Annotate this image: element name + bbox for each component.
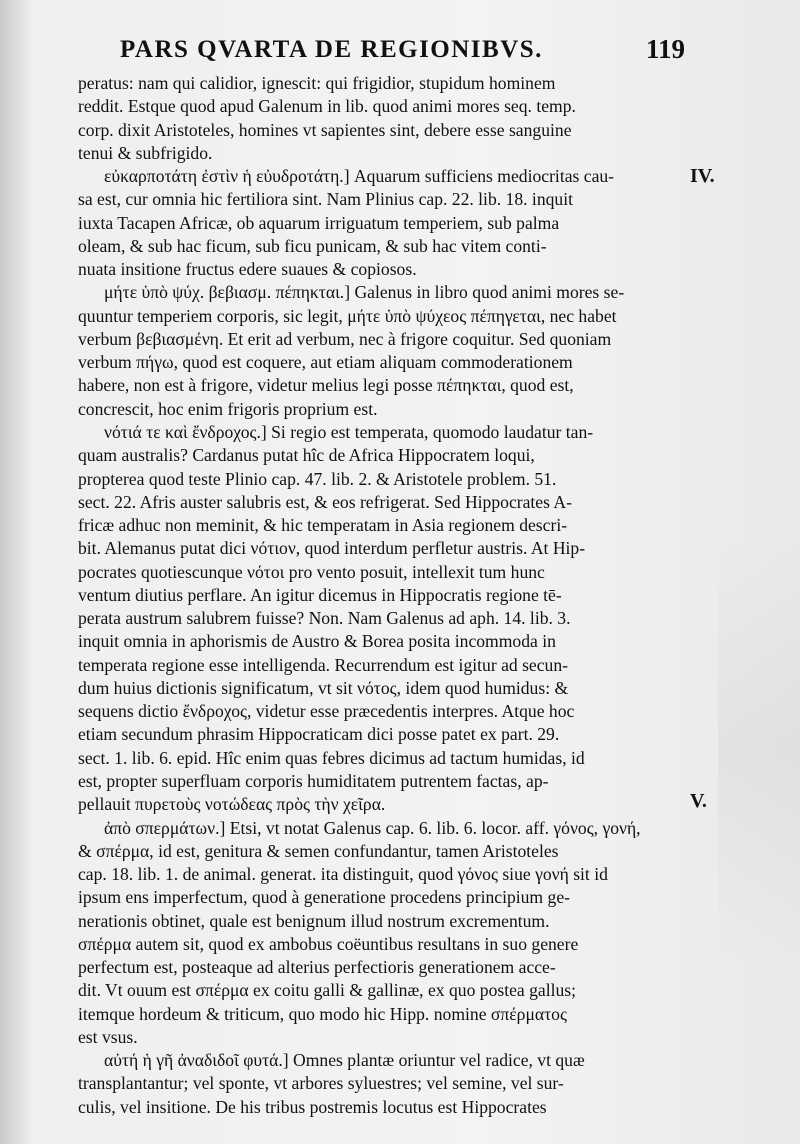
running-title: PARS QVARTA DE REGIONIBVS. [120, 36, 543, 63]
text-line: dit. Vt ouum est σπέρμα ex coitu galli & gallinæ, ex quo postea gallus; [78, 980, 577, 1001]
text-line: reddit. Estque quod apud Galenum in lib. quod animi mores seq. temp. [78, 96, 576, 117]
text-line: ipsum ens imperfectum, quod à generatione procedens principium ge- [78, 887, 570, 908]
text-line: habere, non est à frigore, videtur melius legi posse πέπηκται, quod est, [78, 375, 574, 396]
text-line: fricæ adhuc non meminit, & hic temperatam in Asia regionem descri- [78, 515, 568, 536]
text-line: iuxta Tacapen Africæ, ob aquarum irriguatum temperiem, sub palma [78, 212, 560, 233]
text-line: νότιά τε καὶ ἔνδροχος.] Si regio est temperata, quomodo laudatur tan- [104, 421, 594, 442]
text-line: est, propter superfluam corporis humiditatem putrentem factas, ap- [78, 770, 549, 791]
text-line: σπέρμα autem sit, quod ex ambobus coëuntibus resultans in suo genere [78, 933, 579, 954]
text-line: tenui & subfrigido. [78, 142, 213, 163]
text-line: nerationis obtinet, quale est benignum illud nostrum excrementum. [78, 910, 550, 931]
margin-note-section-v: V. [690, 790, 707, 812]
text-line: peratus: nam qui calidior, ignescit: qui frigidior, stupidum hominem [78, 73, 556, 93]
text-line: quam australis? Cardanus putat hîc de Africa Hippocratem loqui, [78, 445, 535, 466]
text-line: inquit omnia in aphorismis de Austro & Borea posita incommoda in [78, 631, 556, 652]
text-line: quuntur temperiem corporis, sic legit, μήτε ὑπὸ ψύχεος πέπηγεται, nec habet [78, 305, 617, 326]
text-line: cap. 18. lib. 1. de animal. generat. ita distinguit, quod γόνος siue γονή sit id [78, 864, 608, 885]
body-text [78, 72, 686, 1119]
text-line: etiam secundum phrasim Hippocraticam dici posse patet ex part. 29. [78, 724, 560, 745]
page-number: 119 [645, 34, 685, 64]
text-line: nuata insitione fructus edere suaues & copiosos. [78, 259, 417, 280]
text-line: αὐτή ἡ γῆ ἀναδιδοῖ φυτά.] Omnes plantæ oriuntur vel radice, vt quæ [104, 1050, 585, 1071]
text-line: temperata regione esse intelligenda. Recurrendum est igitur ad secun- [78, 654, 568, 675]
text-line: perfectum est, posteaque ad alterius perfectioris generationem acce- [78, 957, 556, 978]
page-header [120, 30, 685, 70]
bleed-through-shadow [718, 540, 800, 960]
text-line: sect. 1. lib. 6. epid. Hîc enim quas febres dicimus ad tactum humidas, id [78, 747, 585, 768]
text-line: sect. 22. Afris auster salubris est, & eos refrigerat. Sed Hippocrates A- [78, 491, 572, 512]
text-line: concrescit, hoc enim frigoris proprium est. [78, 398, 378, 419]
text-line: propterea quod teste Plinio cap. 47. lib. 2. & Aristotele problem. 51. [78, 468, 557, 489]
text-line: itemque hordeum & triticum, quo modo hic Hipp. nomine σπέρματος [78, 1003, 567, 1024]
text-line: ventum diutius perflare. An igitur dicemus in Hippocratis regione tē- [78, 584, 562, 605]
text-line: culis, vel insitione. De his tribus postremis locutus est Hippocrates [78, 1096, 547, 1117]
text-line: dum huius dictionis significatum, vt sit νότος, idem quod humidus: & [78, 677, 569, 698]
text-line: verbum βεβιασμένη. Et erit ad verbum, nec à frigore coquitur. Sed quoniam [78, 328, 612, 349]
text-line: est vsus. [78, 1026, 138, 1047]
text-line: bit. Alemanus putat dici νότιον, quod interdum perfletur austris. At Hip- [78, 538, 586, 559]
text-line: ἀπὸ σπερμάτων.] Etsi, vt notat Galenus cap. 6. lib. 6. locor. aff. γόνος, γονή, [104, 817, 641, 838]
text-line: εὐκαρποτάτη ἐστὶν ἡ εὐυδροτάτη.] Aquarum sufficiens mediocritas cau- [104, 166, 615, 187]
margin-note-section-iv: IV. [690, 165, 715, 187]
text-line: verbum πήγω, quod est coquere, aut etiam aliquam commoderationem [78, 352, 573, 373]
text-line: sequens dictio ἔνδροχος, videtur esse præcedentis interpres. Atque hoc [78, 701, 575, 722]
text-line: pellauit πυρετοὺς νοτώδεας πρὸς τὴν χεῖρα. [78, 794, 386, 815]
text-line: oleam, & sub hac ficum, sub ficu punicam, & sub hac vitem conti- [78, 235, 547, 256]
text-line: & σπέρμα, id est, genitura & semen confundantur, tamen Aristoteles [78, 840, 559, 861]
text-line: transplantantur; vel sponte, vt arbores syluestres; vel semine, vel sur- [78, 1073, 564, 1094]
text-line: sa est, cur omnia hic fertiliora sint. Nam Plinius cap. 22. lib. 18. inquit [78, 189, 573, 210]
text-line: pocrates quotiescunque νότοι pro vento posuit, intellexit tum hunc [78, 561, 545, 582]
text-line: corp. dixit Aristoteles, homines vt sapientes sint, debere esse sanguine [78, 119, 572, 140]
text-line: μήτε ὑπὸ ψύχ. βεβιασμ. πέπηκται.] Galenus in libro quod animi mores se- [104, 282, 625, 303]
text-line: perata austrum salubrem fuisse? Non. Nam Galenus ad aph. 14. lib. 3. [78, 608, 571, 629]
